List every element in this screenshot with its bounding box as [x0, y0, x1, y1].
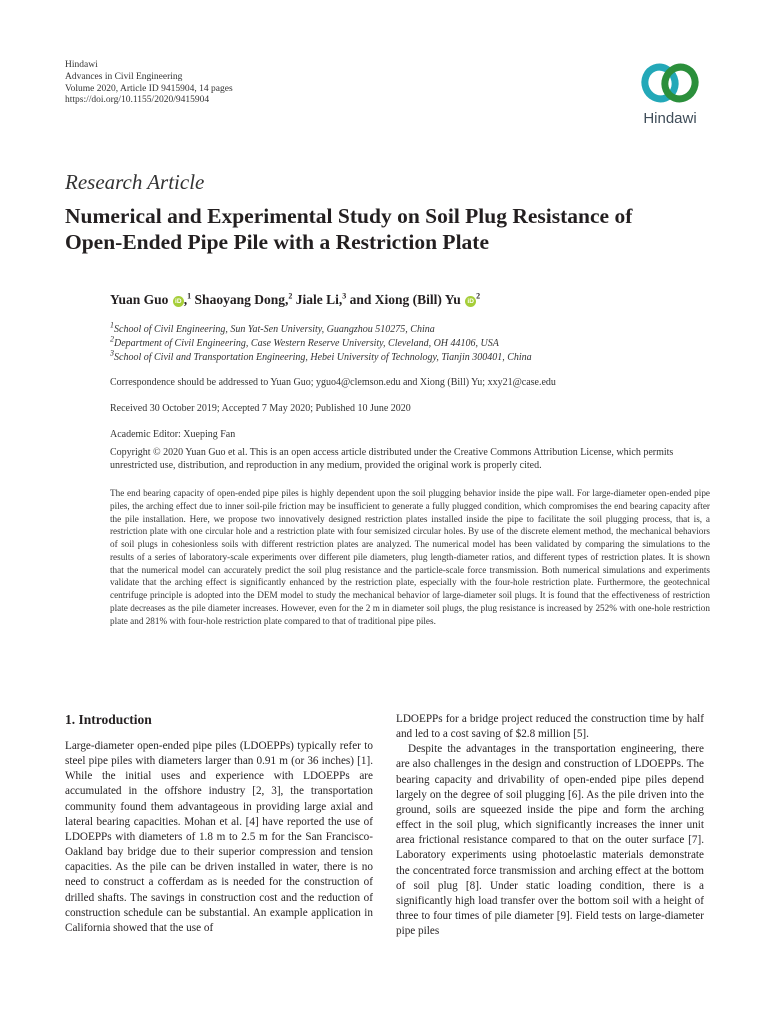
hindawi-logo	[637, 60, 703, 127]
affiliation-marker: 1	[187, 291, 192, 301]
publication-dates: Received 30 October 2019; Accepted 7 May 2020; Published 10 June 2020	[110, 403, 411, 414]
author-separator: and	[349, 292, 372, 307]
body-column-left	[65, 739, 373, 936]
correspondence: Correspondence should be addressed to Yuan Guo; yguo4@clemson.edu and Xiong (Bill) Yu; xxy21@case.edu	[110, 377, 556, 388]
hindawi-logo-icon	[637, 60, 703, 106]
title-line-2: Open-Ended Pipe Pile with a Restriction Plate	[65, 230, 489, 254]
affiliation-number: 1	[110, 320, 114, 330]
affiliation-text: School of Civil Engineering, Sun Yat-Sen University, Guangzhou 510275, China	[114, 324, 435, 335]
volume-info: Volume 2020, Article ID 9415904, 14 pages	[65, 83, 233, 94]
affiliation-marker: 3	[342, 291, 347, 301]
author-name[interactable]: Xiong (Bill) Yu	[374, 292, 461, 307]
affiliation-text: School of Civil and Transportation Engineering, Hebei University of Technology, Tianjin 300401, China	[114, 352, 532, 363]
author-name[interactable]: Shaoyang Dong,	[194, 292, 289, 307]
logo-text: Hindawi	[643, 110, 697, 127]
publisher-name: Hindawi	[65, 60, 98, 70]
orcid-icon[interactable]: iD	[173, 296, 184, 307]
paragraph: Despite the advantages in the transportation engineering, there are also challenges in the design and construction of LDOEPPs. The bearing capacity and drivability of open-ended pipe piles depend largely on the degree of soil plugging [6]. As the pile driven into the ground, soils are squeezed inside the pipe and form the arching effect in the soil plug, which significantly increases the inner unit area frictional resistance compared to that on the outer surface [7]. Laboratory experiments using photoelastic materials demonstrate the concentrated force transmission and arching effect at the bottom of soil plug [8]. Under static loading condition, there is a significantly high load transfer over the bottom soil with a height of three to four times of pile diameter [9]. Field tests on large-diameter pipe piles	[396, 743, 704, 938]
affiliation-marker: 2	[288, 291, 293, 301]
journal-info	[65, 60, 233, 107]
affiliation-item	[110, 320, 532, 337]
affiliation-number: 2	[110, 334, 114, 344]
body-column-right	[396, 712, 704, 939]
copyright-notice: Copyright © 2020 Yuan Guo et al. This is an open access article distributed under the Creative Commons Attribution License, which permits unrestricted use, distribution, and reproduction in any medium, provided the original work is properly cited.	[110, 447, 674, 472]
author-name[interactable]: Jiale Li,	[295, 292, 343, 307]
abstract: The end bearing capacity of open-ended pipe piles is highly dependent upon the soil plugging behavior inside the pipe wall. For large-diameter open-ended pipe piles, the arching effect due to inner soil-pile friction may be insufficient to generate a fully plugged condition, which compromises the end bearing capacity after the pile installation. Here, we propose two innovatively designed restriction plates installed inside the pipe to facilitate the soil plugging process, that is, a restriction plate with one circular hole and a restriction plate with four semisized circular holes. By use of the discrete element method, the mechanical behaviors of soil plugs in cohesionless soils with different restriction plates are analyzed. The numerical model has been validated by comparing the simulations to the results of a series of laboratory-scale experiments over different pile diameters, plug length-diameter ratios, and different types of restriction plates. It is shown that the numerical model can accurately predict the soil plug resistance and the particle-scale force transmission. Both numerical simulations and experiments validate that the arching effect is significantly enhanced by the restriction plate, especially with the four-hole restriction plate. Furthermore, the geotechnical centrifuge principle is adopted into the DEM model to study the mechanical behavior of large-diameter soil plugs. It is found that the effectiveness of restriction plate decreases as the pile diameter increases. However, even for the 2 m in diameter soil plugs, the plug resistance is increased by 252% with one-hole restriction plate and 281% with four-hole restriction plate compared to that of traditional pipe piles.	[110, 488, 710, 626]
title-line-1: Numerical and Experimental Study on Soil Plug Resistance of	[65, 204, 633, 228]
paragraph: Large-diameter open-ended pipe piles (LDOEPPs) typically refer to steel pipe piles with diameters larger than 0.91 m (or 36 inches) [1]. While the initial uses and experience with LDOEPPs are accumulated in the offshore industry [2, 3], the transportation community found them advantageous in providing large axial and lateral bearing capacities. Mohan et al. [4] have reported the use of LDOEPPs with diameters of 1.8 m to 2.5 m for the San Francisco-Oakland bay bridge due to their superior compression and tension capacities. As the pile can be driven installed in water, there is no need to construct a cofferdam as is needed for the construction of drilled shafts. The savings in construction cost and the reduction of construction schedule can be substantial. An example application in California showed that the use of	[65, 740, 373, 934]
author-name[interactable]: Yuan Guo	[110, 292, 169, 307]
article-type: Research Article	[65, 170, 205, 194]
affiliation-item	[110, 334, 532, 351]
author-separator: ,	[183, 292, 188, 307]
affiliation-item	[110, 348, 532, 365]
affiliation-text: Department of Civil Engineering, Case Western Reserve University, Cleveland, OH 44106, USA	[114, 338, 499, 349]
affiliation-number: 3	[110, 348, 114, 358]
affiliation-marker: 2	[476, 291, 481, 301]
author-list	[110, 292, 480, 308]
affiliations	[110, 320, 532, 365]
orcid-icon[interactable]: iD	[465, 296, 476, 307]
section-heading: 1. Introduction	[65, 712, 152, 727]
doi-link[interactable]: https://doi.org/10.1155/2020/9415904	[65, 95, 210, 106]
academic-editor: Academic Editor: Xueping Fan	[110, 429, 236, 440]
paragraph: LDOEPPs for a bridge project reduced the construction time by half and led to a cost saving of $2.8 million [5].	[396, 713, 704, 741]
journal-name: Advances in Civil Engineering	[65, 71, 183, 82]
article-title	[65, 203, 715, 255]
